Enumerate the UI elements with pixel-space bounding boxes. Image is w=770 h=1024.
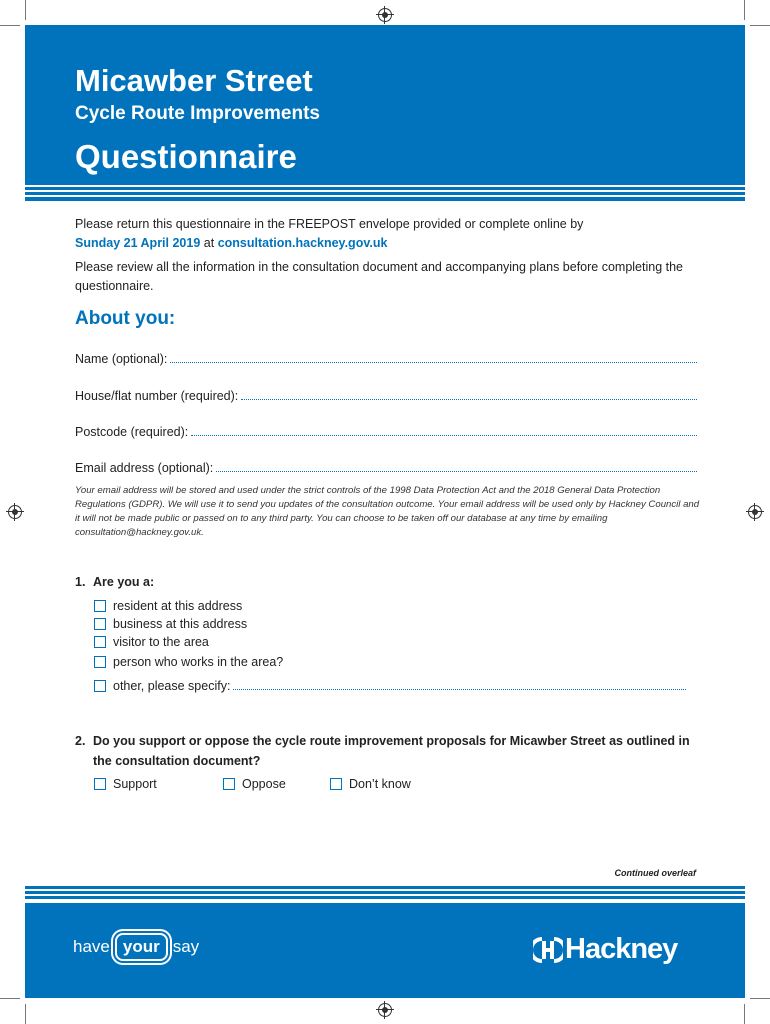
hackney-mark-icon [533, 937, 563, 963]
footer-banner [25, 903, 745, 998]
questionnaire-heading: Questionnaire [75, 138, 297, 175]
registration-mark-icon [378, 8, 392, 22]
registration-mark-icon [8, 505, 22, 519]
header-stripe [25, 192, 745, 195]
checkbox[interactable] [330, 778, 342, 790]
crop-mark [744, 1004, 745, 1024]
checkbox[interactable] [94, 680, 106, 692]
registration-mark-icon [378, 1003, 392, 1017]
crop-mark [0, 998, 20, 999]
crop-mark [750, 25, 770, 26]
checkbox[interactable] [94, 618, 106, 630]
checkbox[interactable] [94, 778, 106, 790]
crop-mark [744, 0, 745, 20]
q1-option-worker[interactable]: person who works in the area? [94, 654, 283, 670]
question-1-title: 1. Are you a: [75, 575, 155, 589]
have-your-say-logo: have your say [73, 933, 199, 961]
page-subtitle: Cycle Route Improvements [75, 103, 320, 124]
q1-option-business[interactable]: business at this address [94, 616, 247, 632]
email-field[interactable]: Email address (optional): [75, 457, 697, 475]
q2-option-support[interactable]: Support [94, 776, 157, 792]
q2-option-dont-know[interactable]: Don’t know [330, 776, 411, 792]
intro-review-text: Please review all the information in the consultation document and accompanying plans before completing the questionnaire. [75, 260, 684, 293]
header-stripe [25, 197, 745, 201]
checkbox[interactable] [223, 778, 235, 790]
header-banner [25, 25, 745, 185]
q1-option-visitor[interactable]: visitor to the area [94, 634, 209, 650]
footer-stripe [25, 886, 745, 889]
checkbox[interactable] [94, 656, 106, 668]
crop-mark [0, 25, 20, 26]
q1-option-resident[interactable]: resident at this address [94, 598, 242, 614]
house-number-field[interactable]: House/flat number (required): [75, 385, 697, 403]
name-field[interactable]: Name (optional): [75, 348, 697, 366]
footer-stripe [25, 896, 745, 899]
continued-overleaf: Continued overleaf [614, 868, 696, 878]
other-specify-input[interactable] [233, 688, 686, 690]
intro-return-text: Please return this questionnaire in the FREEPOST envelope provided or complete online by Sunday 21 April 2019 at consultation.hackney.gov.uk [75, 217, 584, 250]
postcode-field[interactable]: Postcode (required): [75, 421, 697, 439]
registration-mark-icon [748, 505, 762, 519]
crop-mark [25, 0, 26, 20]
speech-bubble-icon: your [115, 933, 168, 961]
crop-mark [750, 998, 770, 999]
page-title: Micawber Street [75, 63, 313, 98]
about-you-heading: About you: [75, 308, 176, 329]
header-stripe [25, 187, 745, 190]
q1-option-other[interactable]: other, please specify: [94, 678, 686, 694]
footer-stripe [25, 891, 745, 894]
hackney-logo: Hackney [533, 933, 677, 966]
checkbox[interactable] [94, 600, 106, 612]
question-2-title: 2. Do you support or oppose the cycle route improvement proposals for Micawber Street as outlined in the consultation document? [75, 734, 690, 768]
deadline-date: Sunday 21 April 2019 [75, 236, 201, 250]
privacy-note: Your email address will be stored and used under the strict controls of the 1998 Data Protection Act and the 2018 General Data Protection Regulations (GDPR). We will use it to send you updates of the consultation outcome. Your email address will be used only by Hackney Council and it will not be made public or passed on to any third party. You can choose to be taken off our database at any time by emailing consultation@hackney.gov.uk. [75, 485, 700, 538]
q2-option-oppose[interactable]: Oppose [223, 776, 286, 792]
checkbox[interactable] [94, 636, 106, 648]
crop-mark [25, 1004, 26, 1024]
consultation-link[interactable]: consultation.hackney.gov.uk [217, 236, 388, 250]
